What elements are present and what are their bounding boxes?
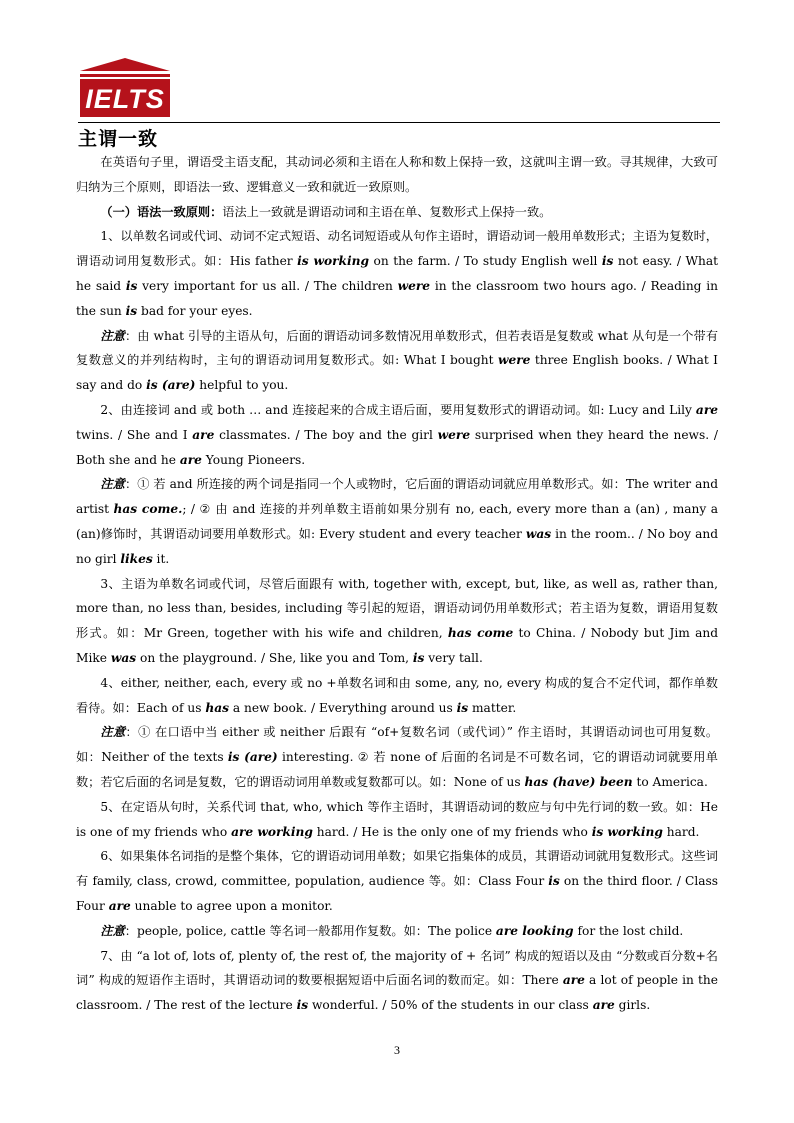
paragraph-note-4: 注意：① 在口语中当 either 或 neither 后跟有 “of+复数名词（或代词）” 作主语时，其谓语动词也可用复数。如：Neither of the texts is (are) interesting. ② 若 none of 后面的名词是不可数名词，它的谓语动词就要用单数；若它后面的名词是复数，它的谓语动词用单数或复数都可以。如：None of us has (have) been to America. (76, 725, 719, 789)
ielts-logo (78, 57, 172, 119)
page-title: 主谓一致 (78, 128, 159, 150)
paragraph-principle-heading: （一）语法一致原则：语法上一致就是谓语动词和主语在单、复数形式上保持一致。 (100, 204, 552, 219)
page-number: 3 (394, 1043, 400, 1057)
paragraph-intro: 在英语句子里，谓语受主语支配，其动词必须和主语在人称和数上保持一致，这就叫主谓一致。寻其规律，大致可归纳为三个原则，即语法一致、逻辑意义一致和就近一致原则。 (76, 155, 718, 194)
note-label: 注意 (100, 477, 125, 492)
paragraph-note-6: 注意：people, police, cattle 等名词一般都用作复数。如：The police are looking for the lost child. (100, 923, 684, 938)
paragraph-rule-7: 7、由 “a lot of, lots of, plenty of, the rest of, the majority of + 名词” 构成的短语以及由 “分数或百分数+名词” 构成的短语作主语时，其谓语动词的数要根据短语中后面名词的数而定。如：There are a lot of people in the classroom. / The rest of the lecture is wonderful. / 50% of the students in our class are girls. (76, 948, 718, 1013)
paragraph-rule-1: 1、以单数名词或代词、动词不定式短语、动名词短语或从句作主语时，谓语动词一般用单数形式；主语为复数时，谓语动词用复数形式。如：His father is working on the farm. / To study English well is not easy. / What he said is very important for us all. / The children were in the classroom two hours ago. / Reading in the sun is bad for your eyes. (76, 229, 719, 318)
paragraph-rule-3: 3、主语为单数名词或代词，尽管后面跟有 with, together with, except, but, like, as well as, rather than, more than, no less than, besides, including 等引起的短语，谓语动词仍用单数形式；若主语为复数，谓语用复数形式。如：Mr Green, together with his wife and children, has come to China. / Nobody but Jim and Mike was on the playground. / She, like you and Tom, is very tall. (76, 576, 719, 665)
logo-band (80, 74, 170, 77)
paragraph-rule-6: 6、如果集体名词指的是整个集体，它的谓语动词用单数；如果它指集体的成员，其谓语动词就用复数形式。这些词有 family, class, crowd, committee, population, audience 等。如：Class Four is on the third floor. / Class Four are unable to agree upon a monitor. (76, 849, 718, 913)
document-body (76, 150, 718, 1018)
paragraph-note-2: 注意：① 若 and 所连接的两个词是指同一个人或物时，它后面的谓语动词就应用单数形式。如：The writer and artist has come.; / ② 由 and 连接的并列单数主语前如果分别有 no, each, every more than a (an) , many a (an)修饰时，其谓语动词要用单数形式。如: Every student and every teacher was in the room.. / No boy and no girl likes it. (76, 477, 718, 566)
note-label: 注意 (100, 725, 126, 740)
paragraph-rule-5: 5、在定语从句时，关系代词 that, who, which 等作主语时，其谓语动词的数应与句中先行词的数一致。如：He is one of my friends who are working hard. / He is the only one of my friends who is working hard. (76, 799, 718, 839)
paragraph-rule-4: 4、either, neither, each, every 或 no +单数名词和由 some, any, no, every 构成的复合不定代词，都作单数看待。如：Each of us has a new book. / Everything around us is matter. (76, 675, 718, 715)
logo-roof (80, 58, 170, 71)
note-label: 注意 (100, 923, 125, 938)
section-heading: （一）语法一致原则： (100, 204, 223, 219)
note-label: 注意 (100, 328, 125, 343)
logo-text: IELTS (85, 84, 165, 114)
paragraph-rule-2: 2、由连接词 and 或 both … and 连接起来的合成主语后面，要用复数形式的谓语动词。如: Lucy and Lily are twins. / She and I are classmates. / The boy and the girl were surprised when they heard the news. / Both she and he are Young Pioneers. (76, 402, 718, 467)
header-rule (78, 122, 720, 123)
paragraph-note-1: 注意：由 what 引导的主语从句，后面的谓语动词多数情况用单数形式，但若表语是复数或 what 从句是一个带有复数意义的并列结构时，主句的谓语动词用复数形式。如: What I bought were three English books. / What I say and do is (are) helpful to you. (76, 328, 719, 393)
